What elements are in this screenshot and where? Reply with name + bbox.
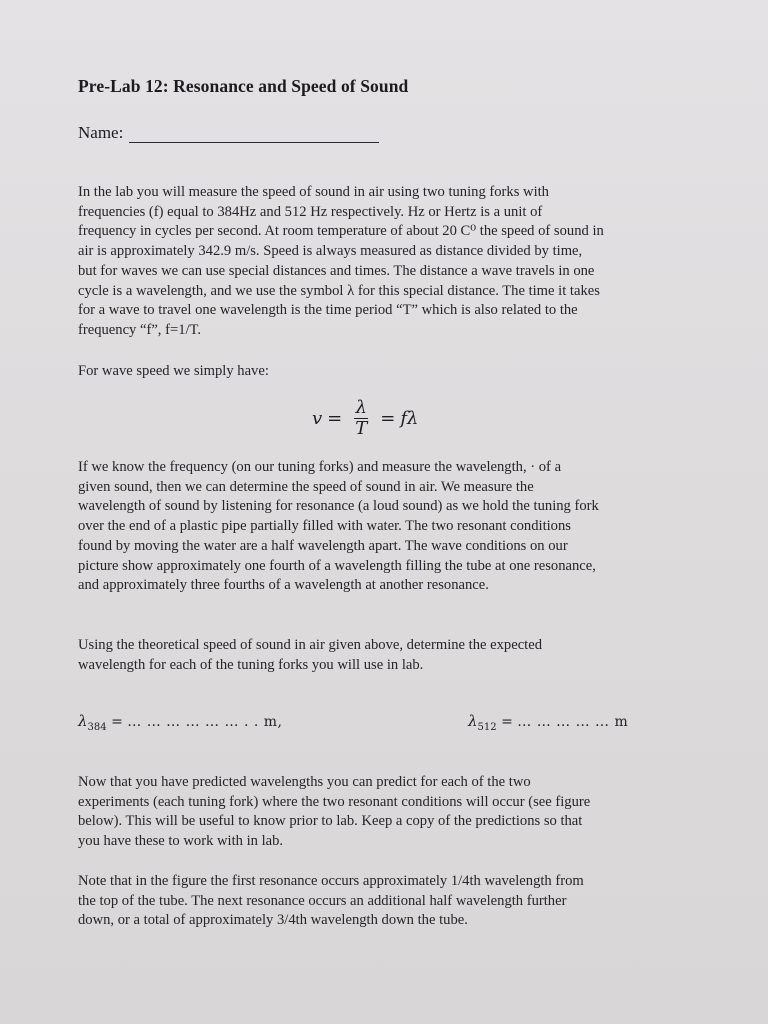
name-row <box>78 123 379 143</box>
formula-equals: = <box>327 408 343 429</box>
text-line: down, or a total of approximately 3/4th wavelength down the tube. <box>78 912 468 929</box>
text-line: below). This will be useful to know prior to lab. Keep a copy of the predictions so that <box>78 813 583 830</box>
text-line: frequency “f”, f=1/T. <box>78 321 202 338</box>
text-line: frequencies (f) equal to 384Hz and 512 Hz respectively. Hz or Hertz is a unit of <box>78 203 543 220</box>
text-line: air is approximately 342.9 m/s. Speed is always measured as distance divided by time, <box>78 243 583 260</box>
wave-speed-intro <box>78 362 269 382</box>
formula-lhs: v <box>312 408 323 429</box>
text-line: found by moving the water are a half wavelength apart. The wave conditions on our <box>78 537 568 554</box>
formula-numerator: λ <box>355 397 367 418</box>
measurement-paragraph <box>78 458 599 596</box>
text-line: Using the theoretical speed of sound in air given above, determine the expected <box>78 637 542 653</box>
text-line: Now that you have predicted wavelengths you can predict for each of the two <box>78 774 531 790</box>
formula-equals-2: = <box>380 408 396 429</box>
text-line: wavelength of sound by listening for resonance (a loud sound) as we hold the tuning fork <box>78 498 599 515</box>
text-line: picture show approximately one fourth of a wavelength filling the tube at one resonance, <box>78 557 596 574</box>
lambda-subscript: 512 <box>477 721 497 733</box>
lambda-symbol: λ <box>78 712 88 730</box>
wavelength-384-answer <box>78 712 282 733</box>
text-line: Note that in the figure the first resonance occurs approximately 1/4th wavelength from <box>78 873 584 889</box>
text-line: but for waves we can use special distances and times. The distance a wave travels in one <box>78 262 595 279</box>
answer-blank: … … … … … … . . m, <box>127 714 283 730</box>
text-line: In the lab you will measure the speed of sound in air using two tuning forks with <box>78 184 549 200</box>
text-line: for a wave to travel one wavelength is the time period “T” which is also related to the <box>78 302 578 319</box>
text-line: If we know the frequency (on our tuning forks) and measure the wavelength, · of a <box>78 459 562 475</box>
text-line: you have these to work with in lab. <box>78 833 284 850</box>
wave-speed-formula <box>312 398 418 439</box>
formula-fraction <box>353 398 369 439</box>
answer-blank: … … … … … m <box>517 714 629 730</box>
prediction-paragraph <box>78 773 590 852</box>
name-blank-line <box>129 124 379 143</box>
text-line: wavelength for each of the tuning forks you will use in lab. <box>78 656 424 673</box>
lambda-subscript: 384 <box>87 721 107 733</box>
instructions-paragraph <box>78 636 542 675</box>
text-line: given sound, then we can determine the speed of sound in air. We measure the <box>78 478 534 495</box>
text-line: frequency in cycles per second. At room temperature of about 20 C⁰ the speed of sound in <box>78 223 604 240</box>
text-line: over the end of a plastic pipe partially filled with water. The two resonant conditions <box>78 518 571 535</box>
text-line: experiments (each tuning fork) where the two resonant conditions will occur (see figure <box>78 793 591 810</box>
intro-paragraph <box>78 183 604 341</box>
text-line: and approximately three fourths of a wavelength at another resonance. <box>78 577 489 594</box>
formula-denominator: T <box>355 418 368 439</box>
document-title: Pre-Lab 12: Resonance and Speed of Sound <box>78 76 409 96</box>
formula-rhs: fλ <box>400 408 419 429</box>
equals-sign: = <box>501 714 513 730</box>
text-line: For wave speed we simply have: <box>78 363 269 379</box>
text-line: the top of the tube. The next resonance occurs an additional half wavelength further <box>78 892 567 909</box>
lambda-symbol: λ <box>468 712 478 730</box>
wavelength-512-answer <box>468 712 628 733</box>
equals-sign: = <box>111 714 123 730</box>
resonance-note-paragraph <box>78 872 584 931</box>
text-line: cycle is a wavelength, and we use the symbol λ for this special distance. The time it takes <box>78 282 600 299</box>
name-label: Name: <box>78 123 124 142</box>
